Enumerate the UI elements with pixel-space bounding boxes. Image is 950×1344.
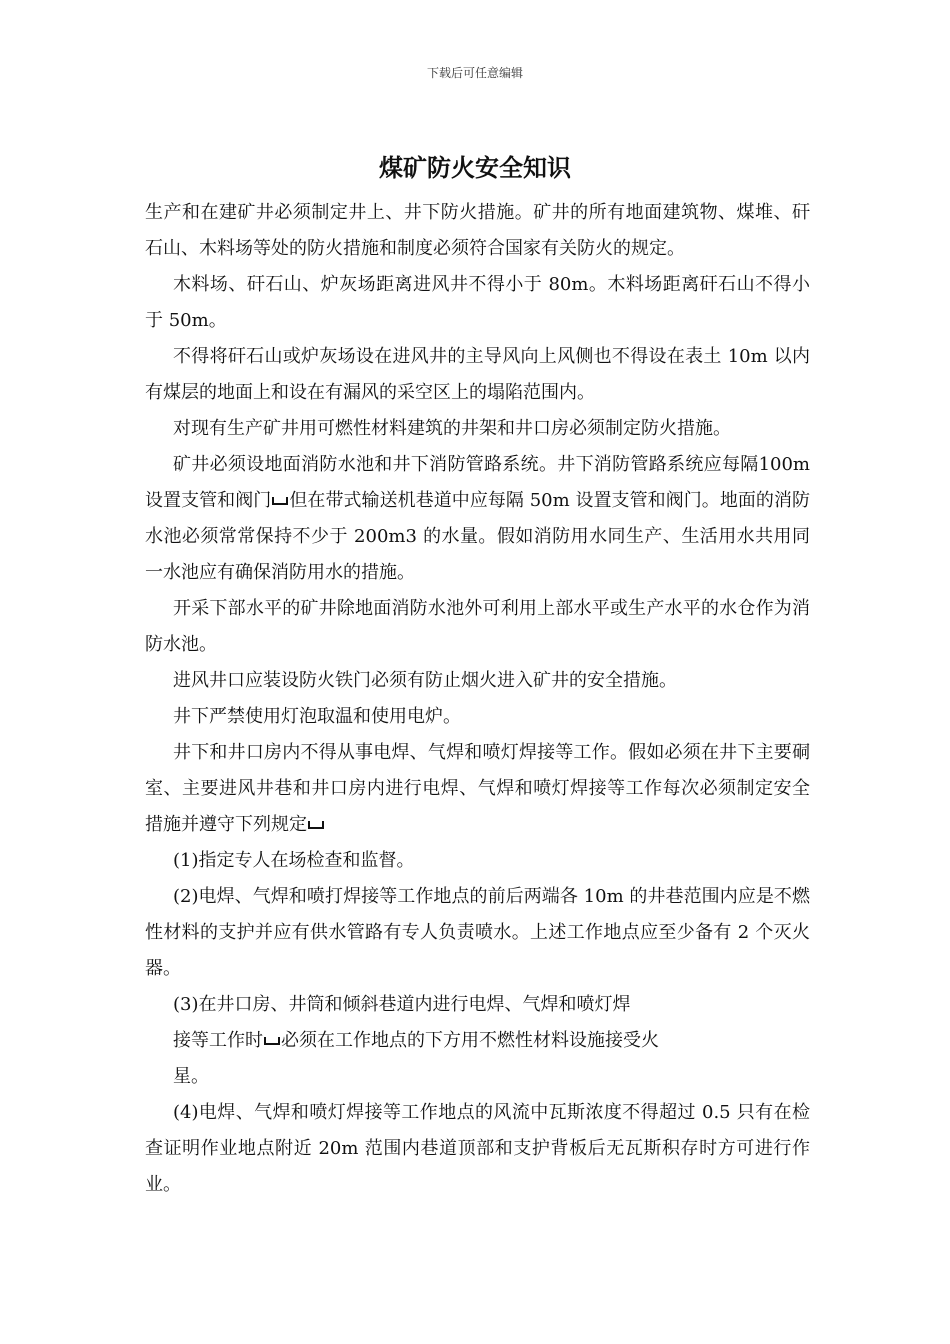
paragraph (145, 447, 810, 591)
paragraph: 对现有生产矿井用可燃性材料建筑的井架和井口房必须制定防火措施。 (173, 418, 731, 439)
list-item: (2)电焊、气焊和喷打焊接等工作地点的前后两端各 10m 的井巷范围内应是不燃性材料的支护并应有供水管路有专人负责喷水。上述工作地点应至少备有 2 个灭火器。 (145, 886, 810, 979)
list-item-line: (3)在井口房、井筒和倾斜巷道内进行电焊、气焊和喷灯焊 (173, 994, 631, 1015)
placeholder-mark (264, 1037, 280, 1045)
paragraph-text: 矿井必须设地面消防水池和井下消防管路系统。井下消防管路系统应每隔 (173, 454, 759, 475)
placeholder-mark (272, 497, 288, 505)
paragraph: 井下严禁使用灯泡取温和使用电炉。 (173, 706, 461, 727)
list-item-line (145, 1023, 810, 1059)
list-item: (4)电焊、气焊和喷灯焊接等工作地点的风流中瓦斯浓度不得超过 0.5 只有在检查证明作业地点附近 20m 范围内巷道顶部和支护背板后无瓦斯积存时方可进行作业。 (145, 1102, 810, 1195)
paragraph: 生产和在建矿井必须制定井上、井下防火措施。矿井的所有地面建筑物、煤堆、矸石山、木料场等处的防火措施和制度必须符合国家有关防火的规定。 (145, 202, 810, 259)
paragraph-text: 100m 设置支管和阀门 (145, 454, 810, 511)
placeholder-mark (308, 821, 324, 829)
paragraph: 进风井口应装设防火铁门必须有防止烟火进入矿井的安全措施。 (173, 670, 677, 691)
paragraph: 木料场、矸石山、炉灰场距离进风井不得小于 80m。木料场距离矸石山不得小于 50m。 (145, 274, 810, 331)
list-item: (1)指定专人在场检查和监督。 (173, 850, 415, 871)
document-body (145, 195, 810, 1203)
paragraph-text: 井下和井口房内不得从事电焊、气焊和喷灯焊接等工作。假如必须在井下主要硐室、主要进风井巷和井口房内进行电焊、气焊和喷灯焊接等工作每次必须制定安全措施并遵守下列规定 (145, 742, 810, 835)
list-item-line: 星。 (173, 1066, 209, 1087)
paragraph: 不得将矸石山或炉灰场设在进风井的主导风向上风侧也不得设在表土 10m 以内有煤层的地面上和设在有漏风的采空区上的塌陷范围内。 (145, 346, 810, 403)
paragraph-text: 接等工作时 (173, 1030, 263, 1051)
document-title: 煤矿防火安全知识 (379, 154, 571, 182)
paragraph-text: 必须在工作地点的下方用不燃性材料设施接受火 (281, 1030, 659, 1051)
paragraph-text: 但在带式输送机巷道中应每隔 50m 设置支管和阀门。地面的消防水池必须常常保持不少于 200m3 的水量。假如消防用水同生产、生活用水共用同一水池应有确保消防用水的措施。 (145, 490, 811, 583)
paragraph: 开采下部水平的矿井除地面消防水池外可利用上部水平或生产水平的水仓作为消防水池。 (145, 598, 810, 655)
page-header: 下载后可任意编辑 (426, 66, 523, 80)
paragraph (145, 735, 810, 843)
